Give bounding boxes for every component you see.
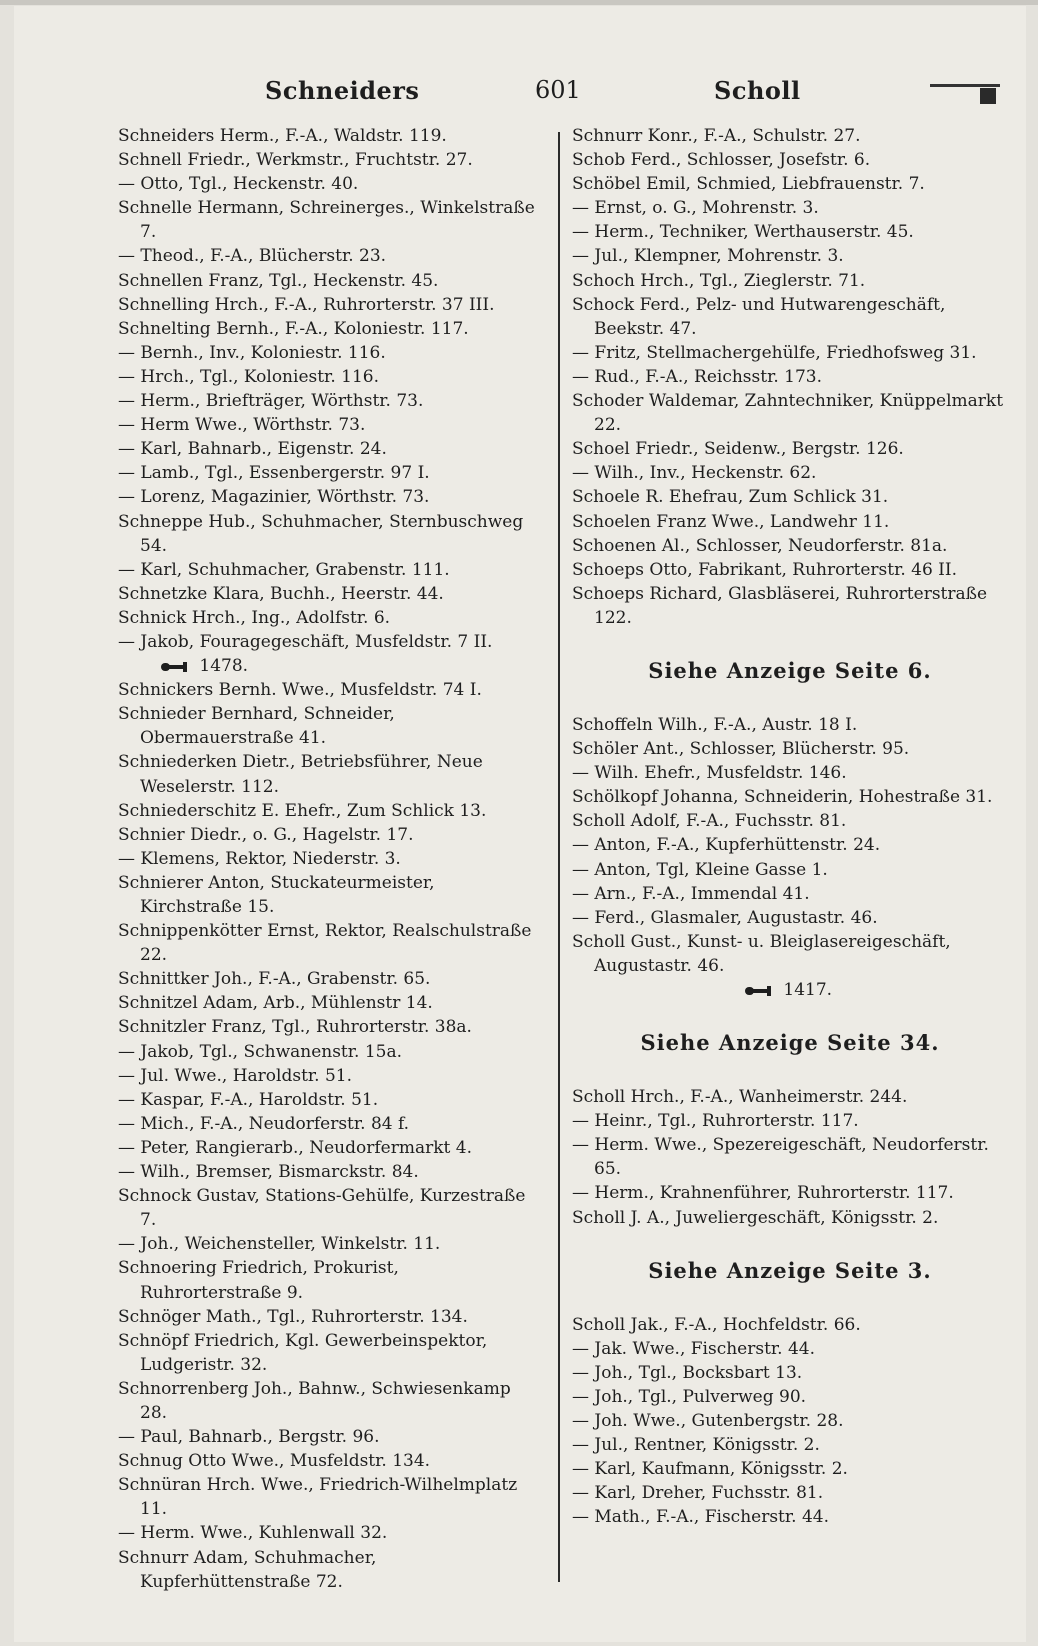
list-item: Schnorrenberg Joh., Bahnw., Schwiesenkamp 28. bbox=[118, 1378, 511, 1423]
list-item: — Joh., Tgl., Pulverweg 90. bbox=[572, 1386, 807, 1407]
list-item: — Paul, Bahnarb., Bergstr. 96. bbox=[118, 1427, 380, 1448]
advertisement-reference: Siehe Anzeige Seite 34. bbox=[640, 1030, 940, 1056]
page-top-edge bbox=[0, 0, 1038, 5]
list-item: — Arn., F.-A., Immendal 41. bbox=[572, 883, 810, 904]
list-item: Schneppe Hub., Schuhmacher, Sternbuschweg 54. bbox=[118, 511, 524, 556]
list-item: Scholl Jak., F.-A., Hochfeldstr. 66. bbox=[572, 1314, 861, 1335]
phone-line bbox=[118, 654, 538, 678]
list-item: Schoele R. Ehefrau, Zum Schlick 31. bbox=[572, 487, 889, 508]
list-item: Schnurr Adam, Schuhmacher, Kupferhüttenstraße 72. bbox=[118, 1547, 377, 1592]
list-item: — Jul. Wwe., Haroldstr. 51. bbox=[118, 1065, 353, 1086]
list-item: Scholl Hrch., F.-A., Wanheimerstr. 244. bbox=[572, 1087, 908, 1108]
list-item: Schoeps Otto, Fabrikant, Ruhrorterstr. 46 II. bbox=[572, 559, 958, 580]
list-item: — Mich., F.-A., Neudorferstr. 84 f. bbox=[118, 1113, 410, 1134]
list-item: Schnock Gustav, Stations-Gehülfe, Kurzestraße 7. bbox=[118, 1186, 526, 1231]
list-item: — Joh., Weichensteller, Winkelstr. 11. bbox=[118, 1234, 441, 1255]
list-item: Schoder Waldemar, Zahntechniker, Knüppelmarkt 22. bbox=[572, 391, 1004, 436]
list-item: — Kaspar, F.-A., Haroldstr. 51. bbox=[118, 1089, 379, 1110]
list-item: Schnippenkötter Ernst, Rektor, Realschulstraße 22. bbox=[118, 921, 532, 966]
list-item: — Rud., F.-A., Reichsstr. 173. bbox=[572, 366, 822, 387]
list-item: — Joh., Tgl., Bocksbart 13. bbox=[572, 1362, 803, 1383]
corner-mark bbox=[930, 84, 1000, 87]
list-item: — Lorenz, Magazinier, Wörthstr. 73. bbox=[118, 487, 430, 508]
phone-number: 1478. bbox=[199, 656, 249, 677]
list-item: — Math., F.-A., Fischerstr. 44. bbox=[572, 1507, 829, 1528]
list-item: — Theod., F.-A., Blücherstr. 23. bbox=[118, 246, 387, 267]
list-item: — Lamb., Tgl., Essenbergerstr. 97 I. bbox=[118, 463, 430, 484]
list-item: Schnurr Konr., F.-A., Schulstr. 27. bbox=[572, 126, 861, 146]
list-item: Schniederken Dietr., Betriebsführer, Neue Weselerstr. 112. bbox=[118, 752, 483, 797]
list-item: Schneiders Herm., F.-A., Waldstr. 119. bbox=[118, 126, 447, 146]
list-item: Schölkopf Johanna, Schneiderin, Hohestraße 31. bbox=[572, 787, 993, 808]
phone-number: 1417. bbox=[783, 980, 833, 1000]
list-item: — Herm., Krahnenführer, Ruhrorterstr. 117. bbox=[572, 1183, 954, 1204]
list-item: — Herm. Wwe., Spezereigeschäft, Neudorferstr. 65. bbox=[572, 1135, 989, 1180]
list-item: Schnüran Hrch. Wwe., Friedrich-Wilhelmplatz 11. bbox=[118, 1475, 518, 1520]
list-item: Schnelting Bernh., F.-A., Koloniestr. 117. bbox=[118, 318, 469, 339]
list-item: — Jakob, Tgl., Schwanenstr. 15a. bbox=[118, 1041, 403, 1062]
list-item: Schnickers Bernh. Wwe., Musfeldstr. 74 I. bbox=[118, 680, 482, 701]
list-item: Schoeps Richard, Glasbläserei, Ruhrorterstraße 122. bbox=[572, 583, 988, 628]
list-item: — Wilh., Inv., Heckenstr. 62. bbox=[572, 463, 817, 484]
left-column bbox=[118, 124, 538, 1594]
list-item: Schnieder Bernhard, Schneider, Obermauerstraße 41. bbox=[118, 704, 395, 749]
list-item: Scholl J. A., Juweliergeschäft, Königsstr. 2. bbox=[572, 1207, 939, 1228]
list-item: — Bernh., Inv., Koloniestr. 116. bbox=[118, 342, 386, 363]
column-divider bbox=[558, 132, 560, 1582]
header-left-keyword: Schneiders bbox=[265, 76, 420, 105]
list-item: — Herm. Wwe., Kuhlenwall 32. bbox=[118, 1523, 388, 1544]
list-item: Schnelle Hermann, Schreinerges., Winkelstraße 7. bbox=[118, 198, 535, 243]
list-item: — Wilh., Bremser, Bismarckstr. 84. bbox=[118, 1162, 419, 1183]
list-item: — Karl, Schuhmacher, Grabenstr. 111. bbox=[118, 559, 450, 580]
list-item: Schoelen Franz Wwe., Landwehr 11. bbox=[572, 511, 890, 532]
list-item: — Karl, Dreher, Fuchsstr. 81. bbox=[572, 1483, 824, 1504]
list-item: Schnellen Franz, Tgl., Heckenstr. 45. bbox=[118, 270, 439, 291]
list-item: — Karl, Kaufmann, Königsstr. 2. bbox=[572, 1459, 848, 1480]
list-item: — Jul., Klempner, Mohrenstr. 3. bbox=[572, 246, 844, 267]
list-item: Schöler Ant., Schlosser, Blücherstr. 95. bbox=[572, 739, 910, 760]
phone-line bbox=[572, 978, 1008, 1002]
list-item: — Otto, Tgl., Heckenstr. 40. bbox=[118, 174, 359, 195]
list-item: — Peter, Rangierarb., Neudorfermarkt 4. bbox=[118, 1137, 472, 1158]
list-item: Schoffeln Wilh., F.-A., Austr. 18 I. bbox=[572, 714, 858, 735]
list-item: Schnug Otto Wwe., Musfeldstr. 134. bbox=[118, 1451, 431, 1472]
list-item: — Ernst, o. G., Mohrenstr. 3. bbox=[572, 198, 819, 219]
list-item: Schnittker Joh., F.-A., Grabenstr. 65. bbox=[118, 969, 431, 990]
list-item: Scholl Adolf, F.-A., Fuchsstr. 81. bbox=[572, 811, 847, 832]
list-item: Schnöpf Friedrich, Kgl. Gewerbeinspektor, Ludgeristr. 32. bbox=[118, 1330, 488, 1375]
list-item: — Herm., Techniker, Werthauserstr. 45. bbox=[572, 222, 914, 243]
list-item: — Herm Wwe., Wörthstr. 73. bbox=[118, 415, 366, 436]
header-right-keyword: Scholl bbox=[714, 76, 801, 105]
advertisement-reference: Siehe Anzeige Seite 6. bbox=[648, 657, 932, 683]
list-item: — Joh. Wwe., Gutenbergstr. 28. bbox=[572, 1411, 844, 1432]
list-item: — Klemens, Rektor, Niederstr. 3. bbox=[118, 848, 401, 869]
list-item: Schnell Friedr., Werkmstr., Fruchtstr. 27. bbox=[118, 150, 473, 171]
list-item: — Jakob, Fouragegeschäft, Musfeldstr. 7 II. bbox=[118, 631, 493, 652]
running-header bbox=[0, 70, 1038, 110]
list-item: Schöbel Emil, Schmied, Liebfrauenstr. 7. bbox=[572, 174, 925, 195]
list-item: — Herm., Briefträger, Wörthstr. 73. bbox=[118, 391, 424, 412]
list-item: Schnöger Math., Tgl., Ruhrorterstr. 134. bbox=[118, 1306, 468, 1327]
list-item: Schnoering Friedrich, Prokurist, Ruhrorterstraße 9. bbox=[118, 1258, 399, 1303]
list-item: — Wilh. Ehefr., Musfeldstr. 146. bbox=[572, 763, 847, 784]
list-item: Scholl Gust., Kunst- u. Bleiglasereigeschäft, Augustastr. 46. bbox=[572, 931, 951, 976]
corner-block bbox=[980, 88, 996, 104]
list-item: Schnetzke Klara, Buchh., Heerstr. 44. bbox=[118, 583, 444, 604]
list-item: Schock Ferd., Pelz- und Hutwarengeschäft, Beekstr. 47. bbox=[572, 294, 946, 339]
list-item: — Anton, Tgl, Kleine Gasse 1. bbox=[572, 859, 828, 880]
list-item: Schnierer Anton, Stuckateurmeister, Kirchstraße 15. bbox=[118, 872, 435, 917]
advertisement-reference: Siehe Anzeige Seite 3. bbox=[648, 1257, 932, 1283]
list-item: Schnick Hrch., Ing., Adolfstr. 6. bbox=[118, 607, 391, 628]
list-item: Schnelling Hrch., F.-A., Ruhrorterstr. 37 III. bbox=[118, 294, 495, 315]
page-number: 601 bbox=[535, 76, 581, 104]
list-item: Schnitzel Adam, Arb., Mühlenstr 14. bbox=[118, 993, 433, 1014]
telephone-icon bbox=[160, 661, 190, 673]
list-item: — Jul., Rentner, Königsstr. 2. bbox=[572, 1435, 820, 1456]
telephone-icon bbox=[744, 985, 774, 997]
list-item: — Fritz, Stellmachergehülfe, Friedhofsweg 31. bbox=[572, 342, 977, 363]
list-item: Schnier Diedr., o. G., Hagelstr. 17. bbox=[118, 824, 414, 845]
list-item: — Heinr., Tgl., Ruhrorterstr. 117. bbox=[572, 1111, 859, 1132]
list-item: Schoenen Al., Schlosser, Neudorferstr. 81a. bbox=[572, 535, 948, 556]
list-item: Schoel Friedr., Seidenw., Bergstr. 126. bbox=[572, 439, 904, 460]
list-item: Schniederschitz E. Ehefr., Zum Schlick 13. bbox=[118, 800, 487, 821]
list-item: — Ferd., Glasmaler, Augustastr. 46. bbox=[572, 907, 878, 928]
list-item: — Anton, F.-A., Kupferhüttenstr. 24. bbox=[572, 835, 881, 856]
list-item: Schoch Hrch., Tgl., Zieglerstr. 71. bbox=[572, 270, 866, 291]
list-item: — Hrch., Tgl., Koloniestr. 116. bbox=[118, 366, 379, 387]
list-item: — Jak. Wwe., Fischerstr. 44. bbox=[572, 1338, 816, 1359]
right-column bbox=[572, 124, 1008, 1530]
list-item: Schob Ferd., Schlosser, Josefstr. 6. bbox=[572, 150, 871, 171]
list-item: Schnitzler Franz, Tgl., Ruhrorterstr. 38a. bbox=[118, 1017, 472, 1038]
list-item: — Karl, Bahnarb., Eigenstr. 24. bbox=[118, 439, 387, 460]
